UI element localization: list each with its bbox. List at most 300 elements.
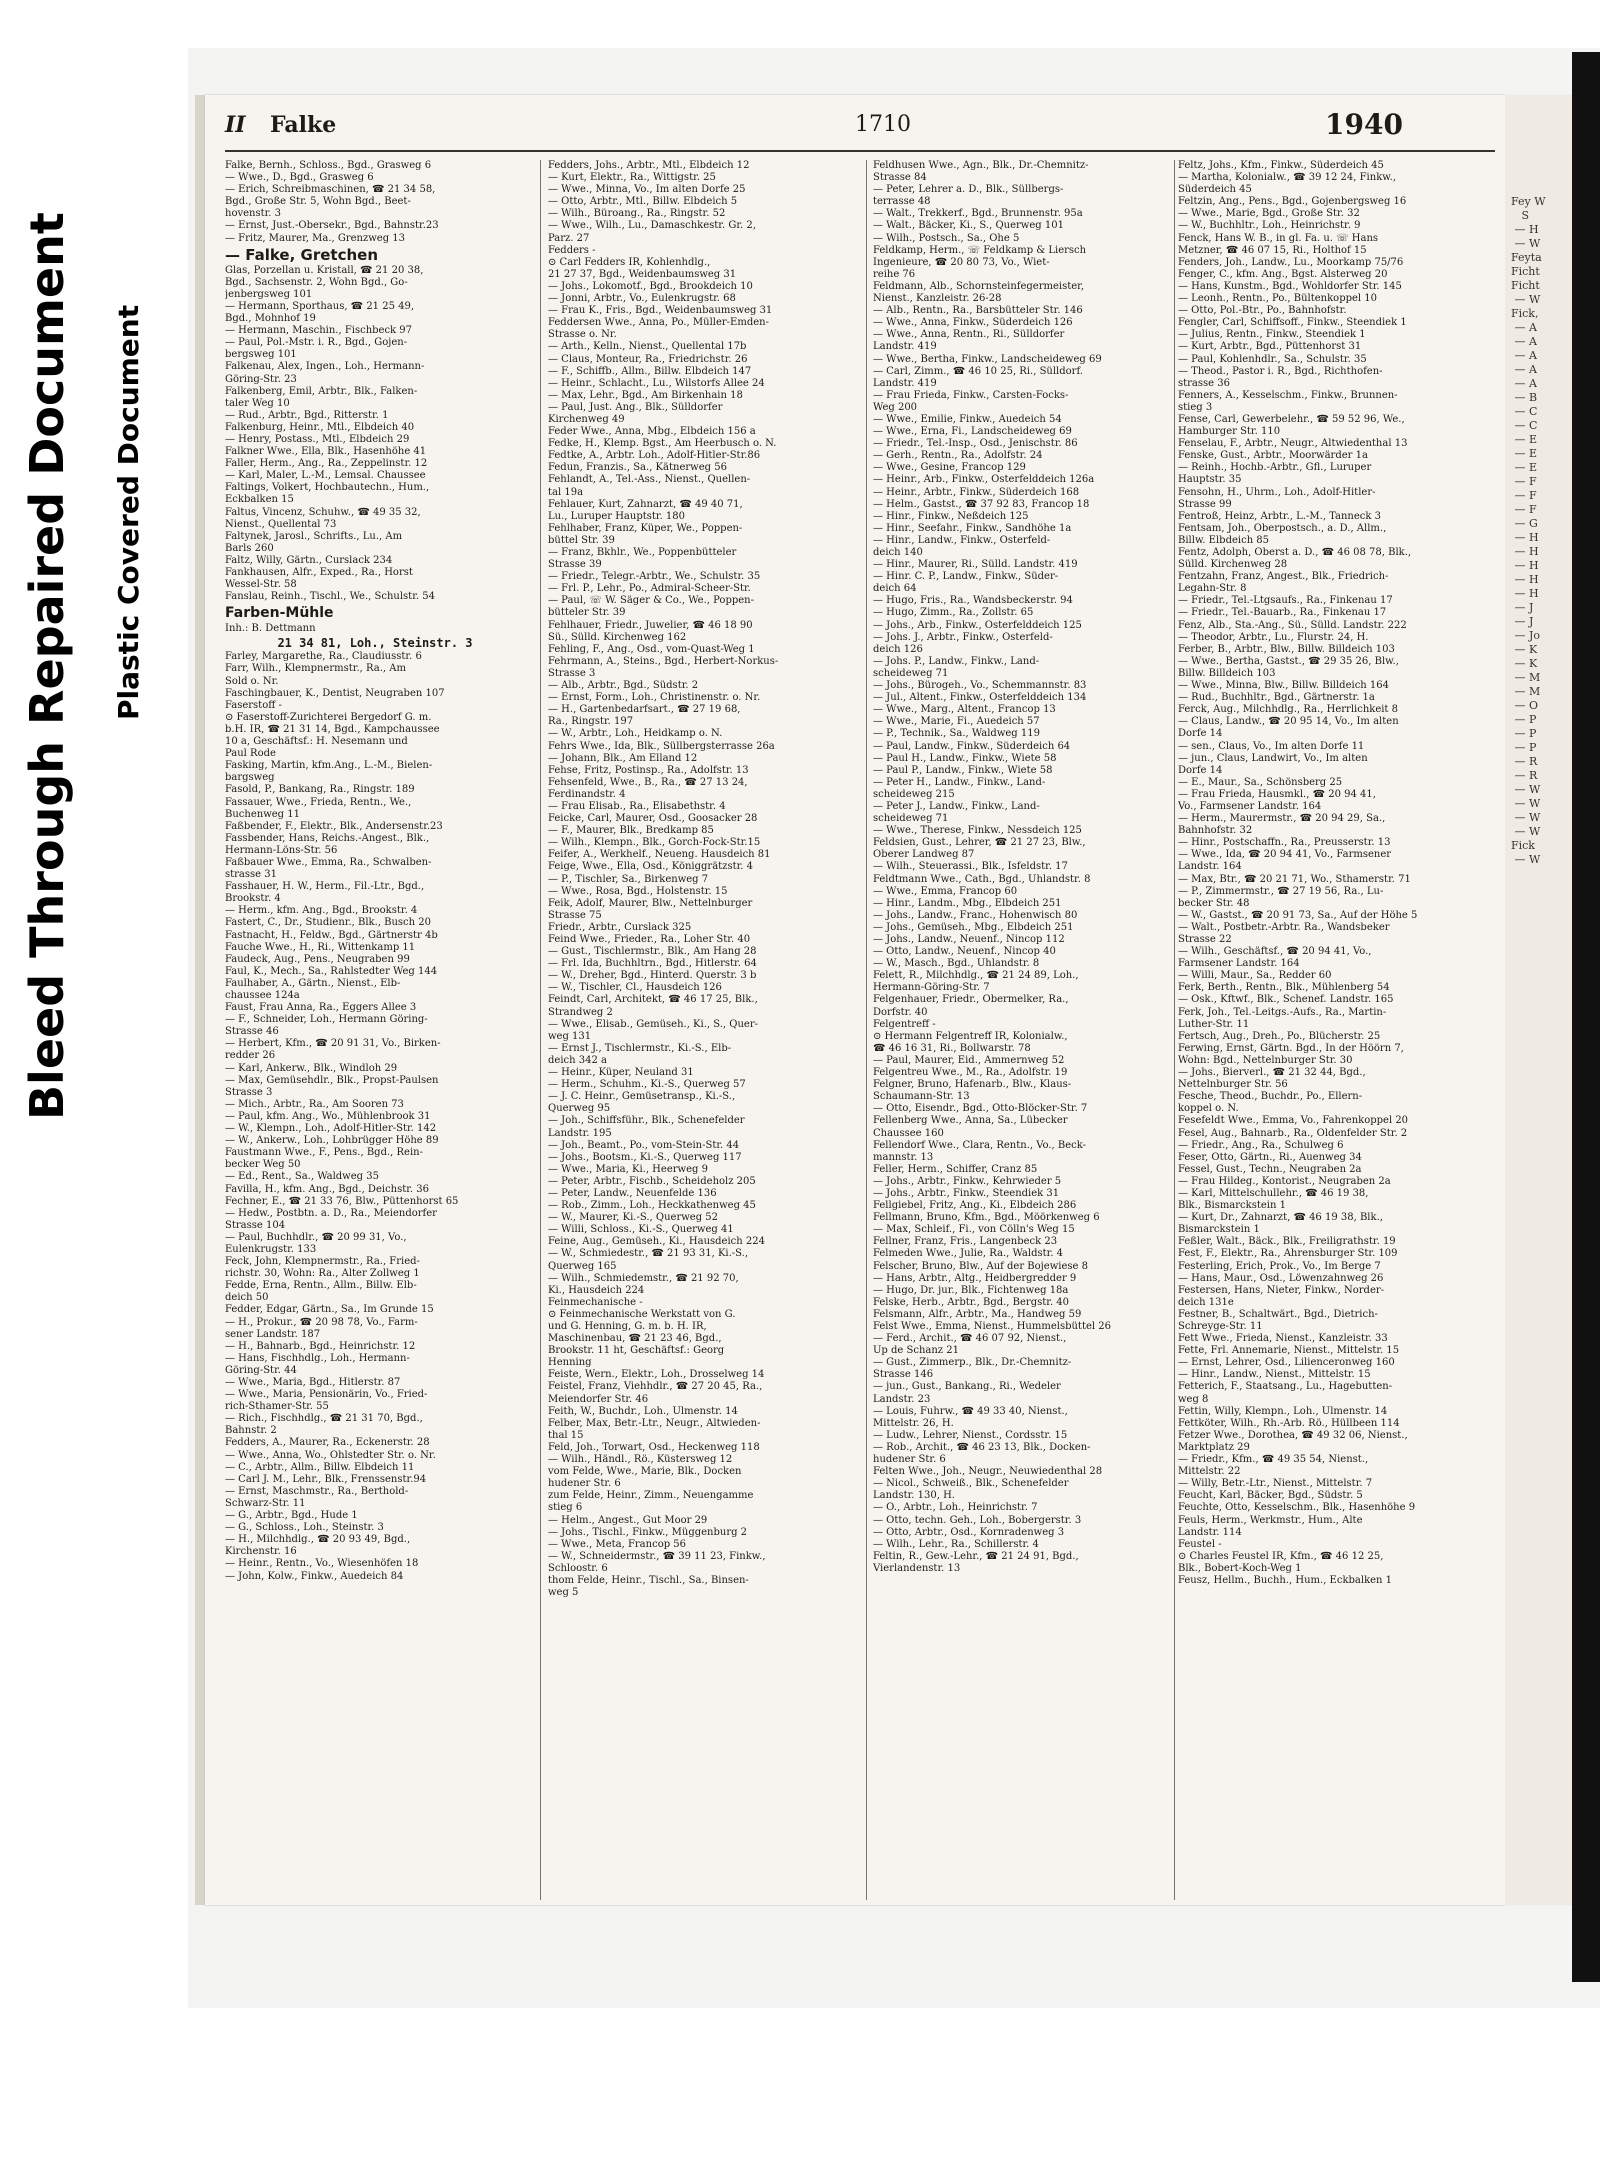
directory-entry: — Wwe., Therese, Finkw., Nessdeich 125 xyxy=(873,825,1082,837)
directory-entry: — Ernst, Form., Loh., Christinenstr. o. Nr. xyxy=(548,692,761,704)
directory-entry: — Wwe., Emilie, Finkw., Auedeich 54 xyxy=(873,413,1062,425)
directory-entry: — Walt., Bäcker, Ki., S., Querweg 101 xyxy=(873,220,1064,232)
directory-entry: Fehlhaber, Franz, Küper, We., Poppen- xyxy=(548,522,743,534)
directory-entry: — O., Arbtr., Loh., Heinrichstr. 7 xyxy=(873,1502,1038,1514)
directory-entry: Feith, W., Buchdr., Loh., Ulmenstr. 14 xyxy=(548,1405,738,1417)
directory-entry: — Hinr., Landw., Nienst., Mittelstr. 15 xyxy=(1178,1369,1371,1381)
directory-entry: Weg 200 xyxy=(873,401,918,413)
directory-entry: Faßbauer Wwe., Emma, Ra., Schwalben- xyxy=(225,856,432,868)
directory-entry: Feustel - xyxy=(1178,1538,1222,1550)
directory-entry: — Heinr., Rentn., Vo., Wiesenhöfen 18 xyxy=(225,1558,419,1570)
directory-entry: Ferck, Aug., Milchhdlg., Ra., Herrlichkeit 8 xyxy=(1178,704,1398,716)
directory-entry: Feistel, Franz, Viehhdlr., ☎ 27 20 45, Ra., xyxy=(548,1381,763,1393)
directory-entry: Fenners, A., Kesselschm., Finkw., Brunnen- xyxy=(1178,389,1398,401)
directory-entry: Fettköter, Wilh., Rh.-Arb. Rö., Hüllbeen 114 xyxy=(1178,1417,1400,1429)
directory-entry: bütteler Str. 39 xyxy=(548,607,626,619)
directory-entry: — jun., Gust., Bankang., Ri., Wedeler xyxy=(873,1381,1061,1393)
directory-entry: — Ernst, Lehrer, Osd., Lilienceronweg 160 xyxy=(1178,1357,1395,1369)
directory-entry: 21 27 37, Bgd., Weidenbaumsweg 31 xyxy=(548,268,737,280)
directory-entry: Billw. Billdeich 103 xyxy=(1178,667,1276,679)
directory-entry: — Paul, Pol.-Mstr. i. R., Bgd., Gojen- xyxy=(225,337,408,349)
directory-entry: — Johs. J., Arbtr., Finkw., Osterfeld- xyxy=(873,631,1053,643)
directory-entry: Strasse 3 xyxy=(548,667,596,679)
page-header xyxy=(225,108,1495,148)
directory-entry: Hermann-Göring-Str. 7 xyxy=(873,982,990,994)
directory-entry: Felber, Max, Betr.-Ltr., Neugr., Altwieden- xyxy=(548,1417,761,1429)
directory-entry: — Peter, Lehrer a. D., Blk., Süllbergs- xyxy=(873,184,1064,196)
directory-entry: Landstr. 419 xyxy=(873,377,937,389)
directory-entry: — Joh., Schiffsführ., Blk., Schenefelder xyxy=(548,1115,745,1127)
directory-entry: — Johs., Landw., Neuenf., Nincop 112 xyxy=(873,934,1065,945)
directory-entry: — Wwe., Minna, Vo., Im alten Dorfe 25 xyxy=(548,184,746,196)
directory-entry: — H., Gartenbedarfsart., ☎ 27 19 68, xyxy=(548,704,741,716)
directory-entry: — H., Prokur., ☎ 20 98 78, Vo., Farm- xyxy=(225,1316,418,1328)
directory-entry: Fedtke, A., Arbtr. Loh., Adolf-Hitler-Str.86 xyxy=(548,450,761,462)
directory-entry: Feltzin, Ang., Pens., Bgd., Gojenbergsweg 16 xyxy=(1178,196,1407,208)
directory-entry: Meiendorfer Str. 46 xyxy=(548,1393,649,1405)
directory-entry: thal 15 xyxy=(548,1429,584,1441)
directory-entry: Hauptstr. 35 xyxy=(1178,474,1242,486)
directory-entry: hovenstr. 3 xyxy=(225,208,282,220)
directory-entry: Chaussee 160 xyxy=(873,1127,944,1139)
directory-entry: Fehlandt, A., Tel.-Ass., Nienst., Quellen- xyxy=(548,474,751,486)
directory-entry: Feicke, Carl, Maurer, Osd., Goosacker 28 xyxy=(548,813,758,825)
stamp-line-2: Plastic Covered Document xyxy=(112,304,145,720)
directory-entry: — Paul H., Landw., Finkw., Wiete 58 xyxy=(873,752,1057,764)
directory-entry: — Otto, Pol.-Btr., Po., Bahnhofstr. xyxy=(1178,305,1347,317)
directory-entry: Fedders, A., Maurer, Ra., Eckenerstr. 28 xyxy=(225,1437,430,1449)
directory-entry: — W., Buchhltr., Loh., Heinrichstr. 9 xyxy=(1178,220,1361,232)
directory-entry: — Wwe., Marg., Altent., Francop 13 xyxy=(873,704,1056,716)
directory-entry: — Wilh., Büroang., Ra., Ringstr. 52 xyxy=(548,208,726,220)
directory-entry: — W., Schneidermstr., ☎ 39 11 23, Finkw., xyxy=(548,1550,766,1562)
directory-entry: — Wilh., Schmiedemstr., ☎ 21 92 70, xyxy=(548,1272,739,1284)
directory-entry: 10 a, Geschäftsf.: H. Nesemann und xyxy=(225,736,408,748)
directory-entry: Feuls, Herm., Werkmstr., Hum., Alte xyxy=(1178,1514,1363,1526)
directory-entry: Fenske, Gust., Arbtr., Moorwärder 1a xyxy=(1178,450,1368,462)
directory-entry: — Wwe., Ida, ☎ 20 94 41, Vo., Farmsener xyxy=(1178,849,1392,861)
directory-entry: — Wwe., Erna, Fi., Landscheideweg 69 xyxy=(873,426,1072,438)
directory-entry: — Wwe., Bertha, Gastst., ☎ 29 35 26, Blw., xyxy=(1178,655,1399,667)
directory-entry: Fedders - xyxy=(548,244,596,256)
year-label: 1940 xyxy=(1325,108,1403,141)
directory-entry: Fenselau, F., Arbtr., Neugr., Altwiedenthal 13 xyxy=(1178,438,1408,450)
directory-entry: Ferk, Joh., Tel.-Leitgs.-Aufs., Ra., Martin- xyxy=(1178,1006,1387,1018)
directory-entry: — Johs., Bootsm., Ki.-S., Querweg 117 xyxy=(548,1151,742,1163)
directory-entry: thom Felde, Heinr., Tischl., Sa., Binsen- xyxy=(548,1574,749,1586)
directory-entry: Fenders, Joh., Landw., Lu., Moorkamp 75/76 xyxy=(1178,256,1404,268)
directory-entry: — Wwe., Meta, Francop 56 xyxy=(548,1538,687,1550)
directory-column-2 xyxy=(548,160,853,1900)
directory-entry: — Karl, Maler, L.-M., Lemsal. Chaussee xyxy=(225,470,426,482)
directory-entry: — Kurt, Elektr., Ra., Wittigstr. 25 xyxy=(548,172,716,184)
directory-entry: Süderdeich 45 xyxy=(1178,184,1252,196)
directory-entry: Fehlauer, Kurt, Zahnarzt, ☎ 49 40 71, xyxy=(548,498,743,510)
directory-entry: — Hinr., Finkw., Neßdeich 125 xyxy=(873,510,1029,522)
directory-entry: scheideweg 71 xyxy=(873,813,949,825)
scanner-edge xyxy=(1572,52,1600,1982)
directory-entry: Glas, Porzellan u. Kristall, ☎ 21 20 38, xyxy=(225,264,424,276)
directory-entry: Ferber, B., Arbtr., Blw., Billw. Billdeich 103 xyxy=(1178,643,1395,655)
directory-entry: Felscher, Bruno, Blw., Auf der Bojewiese 8 xyxy=(873,1260,1088,1272)
directory-entry: Festner, B., Schaltwärt., Bgd., Dietrich- xyxy=(1178,1308,1378,1320)
directory-entry: — Max, Btr., ☎ 20 21 71, Wo., Sthamerstr. 71 xyxy=(1178,873,1411,885)
directory-entry: — Hinr., Landw., Finkw., Osterfeld- xyxy=(873,534,1051,546)
directory-entry: Paul Rode xyxy=(225,748,276,760)
section-number: II xyxy=(225,112,246,138)
directory-entry: — Hedw., Postbtn. a. D., Ra., Meiendorfer xyxy=(225,1207,437,1219)
directory-entry: — Alb., Rentn., Ra., Barsbütteler Str. 146 xyxy=(873,305,1083,317)
directory-entry: Feder Wwe., Anna, Mbg., Elbdeich 156 a xyxy=(548,426,756,438)
directory-entry: deich 140 xyxy=(873,547,923,558)
directory-entry: — W., Gastst., ☎ 20 91 73, Sa., Auf der Höhe 5 xyxy=(1178,909,1418,921)
directory-entry: — Wwe., Marie, Bgd., Große Str. 32 xyxy=(1178,208,1360,220)
directory-entry: — Wilh., Händl., Rö., Küstersweg 12 xyxy=(548,1454,733,1466)
directory-entry: — Rud., Arbtr., Bgd., Ritterstr. 1 xyxy=(225,409,389,421)
directory-entry: Favilla, H., kfm. Ang., Bgd., Deichstr. 36 xyxy=(225,1183,430,1195)
directory-entry: — Heinr., Schlacht., Lu., Wilstorfs Allee 24 xyxy=(548,377,765,389)
directory-entry: Lu., Luruper Hauptstr. 180 xyxy=(548,510,686,522)
directory-entry: — Wwe., Anna, Finkw., Süderdeich 126 xyxy=(873,317,1073,329)
directory-entry: Fertsch, Aug., Dreh., Po., Blücherstr. 25 xyxy=(1178,1030,1381,1042)
directory-entry: Feucht, Karl, Bäcker, Bgd., Südstr. 5 xyxy=(1178,1490,1363,1502)
directory-entry: — Ferd., Archit., ☎ 46 07 92, Nienst., xyxy=(873,1333,1067,1345)
directory-entry: bergsweg 101 xyxy=(225,349,297,361)
directory-entry: Göring-Str. 44 xyxy=(225,1364,297,1376)
directory-entry: Barls 260 xyxy=(225,542,274,554)
directory-entry: — Hans, Fischhdlg., Loh., Hermann- xyxy=(225,1352,410,1364)
directory-entry: Faschingbauer, K., Dentist, Neugraben 107 xyxy=(225,687,445,699)
directory-entry: Nienst., Quellental 73 xyxy=(225,518,337,530)
directory-entry: Fessel, Gust., Techn., Neugraben 2a xyxy=(1178,1163,1362,1175)
directory-entry: Fauche Wwe., H., Ri., Wittenkamp 11 xyxy=(225,941,416,953)
directory-entry: — Peter J., Landw., Finkw., Land- xyxy=(873,800,1040,812)
directory-entry: — J. C. Heinr., Gemüsetransp., Ki.-S., xyxy=(548,1091,736,1103)
directory-entry: Strasse 84 xyxy=(873,172,927,184)
directory-entry: — Wwe., Maria, Ki., Heerweg 9 xyxy=(548,1163,708,1175)
directory-entry: Feind Wwe., Frieder., Ra., Loher Str. 40 xyxy=(548,934,751,945)
directory-entry: Kirchenstr. 16 xyxy=(225,1546,297,1558)
directory-entry: Faustmann Wwe., F., Pens., Bgd., Rein- xyxy=(225,1147,423,1159)
directory-entry: — Fritz, Maurer, Ma., Grenzweg 13 xyxy=(225,232,406,244)
directory-entry: 21 34 81, Loh., Steinstr. 3 xyxy=(277,636,473,651)
directory-entry: — Herm., Maurermstr., ☎ 20 94 29, Sa., xyxy=(1178,813,1386,825)
directory-entry: Ferk, Berth., Rentn., Blk., Mühlenberg 54 xyxy=(1178,982,1390,994)
directory-entry: — Hinr., Maurer, Ri., Sülld. Landstr. 419 xyxy=(873,559,1078,571)
directory-entry: Festerling, Erich, Prok., Vo., Im Berge 7 xyxy=(1178,1260,1381,1272)
directory-entry: Falkner Wwe., Ella, Blk., Hasenhöhe 41 xyxy=(225,446,427,458)
directory-entry: Felgner, Bruno, Hafenarb., Blw., Klaus- xyxy=(873,1079,1072,1091)
directory-entry: Eckbalken 15 xyxy=(225,494,294,506)
directory-entry: Ingenieure, ☎ 20 80 73, Vo., Wiet- xyxy=(873,256,1050,268)
directory-entry: — Hinr. C. P., Landw., Finkw., Süder- xyxy=(873,571,1059,583)
directory-entry: — Otto, Landw., Neuenf., Nincop 40 xyxy=(873,946,1056,958)
directory-entry: — Kurt, Dr., Zahnarzt, ☎ 46 19 38, Blk., xyxy=(1178,1212,1383,1224)
directory-heading: Farben-Mühle xyxy=(225,605,334,622)
directory-entry: Landstr. 419 xyxy=(873,341,937,353)
directory-entry: — Herm., kfm. Ang., Bgd., Brookstr. 4 xyxy=(225,905,418,917)
directory-entry: — Willy, Betr.-Ltr., Nienst., Mittelstr. 7 xyxy=(1178,1478,1373,1490)
directory-entry: Feld, Joh., Torwart, Osd., Heckenweg 118 xyxy=(548,1441,760,1453)
directory-entry: Wessel-Str. 58 xyxy=(225,579,297,591)
directory-entry: — Wilh., Postsch., Sa., Ohe 5 xyxy=(873,232,1020,244)
directory-entry: — Friedr., Tel.-Bauarb., Ra., Finkenau 17 xyxy=(1178,607,1387,619)
directory-entry: — Johs., Arb., Finkw., Osterfelddeich 125 xyxy=(873,619,1082,631)
directory-entry: — Johs., Bierverl., ☎ 21 32 44, Bgd., xyxy=(1178,1067,1366,1079)
directory-entry: Up de Schanz 21 xyxy=(873,1345,959,1357)
directory-entry: taler Weg 10 xyxy=(225,397,290,409)
directory-entry: Fensohn, H., Uhrm., Loh., Adolf-Hitler- xyxy=(1178,486,1376,498)
directory-entry: Maschinenbau, ☎ 21 23 46, Bgd., xyxy=(548,1333,722,1345)
directory-entry: Fetzer Wwe., Dorothea, ☎ 49 32 06, Nienst., xyxy=(1178,1429,1408,1441)
directory-entry: — Friedr., Kfm., ☎ 49 35 54, Nienst., xyxy=(1178,1454,1369,1466)
directory-entry: ⊙ Charles Feustel IR, Kfm., ☎ 46 12 25, xyxy=(1178,1550,1384,1562)
directory-entry: Fasking, Martin, kfm.Ang., L.-M., Bielen- xyxy=(225,760,433,772)
directory-entry: Faust, Frau Anna, Ra., Eggers Allee 3 xyxy=(225,1002,417,1014)
directory-entry: Mittelstr. 22 xyxy=(1178,1466,1241,1478)
directory-entry: deich 50 xyxy=(225,1292,269,1304)
directory-entry: — W., Arbtr., Loh., Heidkamp o. N. xyxy=(548,728,723,740)
directory-entry: mannstr. 13 xyxy=(873,1151,934,1163)
directory-entry: — P., Zimmermstr., ☎ 27 19 56, Ra., Lu- xyxy=(1178,885,1384,897)
directory-entry: — W., Tischler, Cl., Hausdeich 126 xyxy=(548,982,722,994)
directory-entry: Falkenberg, Emil, Arbtr., Blk., Falken- xyxy=(225,385,418,397)
directory-entry: Fehrmann, A., Steins., Bgd., Herbert-Norkus- xyxy=(548,655,779,667)
directory-entry: Feige, Wwe., Ella, Osd., Königgrätzstr. 4 xyxy=(548,861,754,873)
directory-entry: redder 26 xyxy=(225,1050,276,1062)
directory-entry: richstr. 30, Wohn: Ra., Alter Zollweg 1 xyxy=(225,1268,420,1280)
directory-entry: Fassauer, Wwe., Frieda, Rentn., We., xyxy=(225,796,412,808)
directory-entry: — Herbert, Kfm., ☎ 20 91 31, Vo., Birken- xyxy=(225,1038,441,1050)
directory-entry: Fesche, Theod., Buchdr., Po., Ellern- xyxy=(1178,1091,1363,1103)
directory-entry: weg 131 xyxy=(548,1030,592,1042)
directory-entry: Metzner, ☎ 46 07 15, Ri., Holthof 15 xyxy=(1178,244,1367,256)
directory-entry: Schloostr. 6 xyxy=(548,1562,608,1574)
directory-entry: Landstr. 130, H. xyxy=(873,1490,955,1502)
directory-entry: Göring-Str. 23 xyxy=(225,373,297,385)
directory-entry: — Wilh., Klempn., Blk., Gorch-Fock-Str.15 xyxy=(548,837,761,849)
directory-entry: — Johs. P., Landw., Finkw., Land- xyxy=(873,655,1040,667)
directory-entry: — Jul., Altent., Finkw., Osterfelddeich 134 xyxy=(873,692,1087,704)
directory-entry: Fasshauer, H. W., Herm., Fil.-Ltr., Bgd., xyxy=(225,881,425,893)
directory-heading: — Falke, Gretchen xyxy=(225,245,378,264)
page-gutter xyxy=(195,95,205,1905)
directory-entry: jenbergsweg 101 xyxy=(225,288,313,300)
directory-entry: Sülld. Kirchenweg 28 xyxy=(1178,559,1288,571)
directory-entry: Feiste, Wern., Elektr., Loh., Drosselweg 14 xyxy=(548,1369,765,1381)
directory-entry: Dorfe 14 xyxy=(1178,728,1223,740)
directory-entry: — Wwe., Anna, Wo., Ohlstedter Str. o. Nr. xyxy=(225,1449,436,1461)
directory-entry: Bismarckstein 1 xyxy=(1178,1224,1260,1236)
directory-entry: — Julius, Rentn., Finkw., Steendiek 1 xyxy=(1178,329,1366,341)
directory-entry: Faltz, Willy, Gärtn., Curslack 234 xyxy=(225,554,393,566)
directory-entry: Feck, John, Klempnermstr., Ra., Fried- xyxy=(225,1256,420,1268)
directory-entry: — Hermann, Maschin., Fischbeck 97 xyxy=(225,325,413,337)
directory-entry: büttel Str. 39 xyxy=(548,534,615,546)
directory-entry: — Peter, Arbtr., Fischb., Scheideholz 205 xyxy=(548,1175,756,1187)
directory-entry: Feddersen Wwe., Anna, Po., Müller-Emden- xyxy=(548,317,769,329)
directory-column-4 xyxy=(1178,160,1488,1900)
directory-entry: weg 8 xyxy=(1178,1393,1209,1405)
directory-entry: Brookstr. 11 ht, Geschäftsf.: Georg xyxy=(548,1345,725,1357)
directory-entry: Feuchte, Otto, Kesselschm., Blk., Hasenhöhe 9 xyxy=(1178,1502,1416,1514)
directory-entry: Fetterich, F., Staatsang., Lu., Hagebutten- xyxy=(1178,1381,1393,1393)
directory-entry: — Jonni, Arbtr., Vo., Eulenkrugstr. 68 xyxy=(548,293,736,305)
directory-entry: — Franz, Bkhlr., We., Poppenbütteler xyxy=(548,547,737,558)
directory-entry: — Wwe., Minna, Blw., Billw. Billdeich 164 xyxy=(1178,680,1390,692)
directory-entry: terrasse 48 xyxy=(873,196,931,208)
directory-entry: — Kurt, Arbtr., Bgd., Püttenhorst 31 xyxy=(1178,341,1362,353)
directory-entry: Feinmechanische - xyxy=(548,1296,643,1308)
directory-entry: — Willi, Maur., Sa., Redder 60 xyxy=(1178,970,1332,982)
directory-entry: — Gust., Zimmerp., Blk., Dr.-Chemnitz- xyxy=(873,1357,1072,1369)
directory-entry: — Wwe., Maria, Pensionärin, Vo., Fried- xyxy=(225,1389,428,1401)
directory-entry: Sü., Sülld. Kirchenweg 162 xyxy=(548,631,687,643)
directory-entry: — G., Schloss., Loh., Steinstr. 3 xyxy=(225,1522,384,1534)
directory-entry: Wohn: Bgd., Nettelnburger Str. 30 xyxy=(1178,1054,1353,1066)
column-divider xyxy=(1174,160,1175,1900)
directory-entry: — Rob., Archit., ☎ 46 23 13, Blk., Docken- xyxy=(873,1441,1091,1453)
directory-entry: — P., Tischler, Sa., Birkenweg 7 xyxy=(548,873,709,885)
directory-entry: tal 19a xyxy=(548,486,584,498)
directory-entry: — Hugo, Fris., Ra., Wandsbeckerstr. 94 xyxy=(873,595,1073,607)
directory-entry: Fehse, Fritz, Postinsp., Ra., Adolfstr. 13 xyxy=(548,764,749,776)
directory-entry: — Paul, kfm. Ang., Wo., Mühlenbrook 31 xyxy=(225,1110,431,1122)
directory-entry: — Otto, techn. Geh., Loh., Bobergerstr. 3 xyxy=(873,1514,1082,1526)
directory-entry: — Max, Lehr., Bgd., Am Birkenhain 18 xyxy=(548,389,743,401)
directory-entry: — Joh., Beamt., Po., vom-Stein-Str. 44 xyxy=(548,1139,740,1151)
directory-entry: Felst Wwe., Emma, Nienst., Hummelsbüttel 26 xyxy=(873,1321,1111,1332)
directory-entry: weg 5 xyxy=(548,1587,579,1599)
directory-entry: deich 342 a xyxy=(548,1054,607,1066)
directory-entry: — Peter H., Landw., Finkw., Land- xyxy=(873,776,1046,788)
directory-entry: Landstr. 164 xyxy=(1178,861,1242,873)
directory-entry: scheideweg 215 xyxy=(873,788,955,800)
directory-entry: — Johs., Gemüseh., Mbg., Elbdeich 251 xyxy=(873,921,1074,933)
directory-entry: Strasse o. Nr. xyxy=(548,329,617,341)
directory-entry: — Wwe., Anna, Rentn., Ri., Sülldorfer xyxy=(873,329,1065,341)
directory-entry: Strasse 146 xyxy=(873,1369,934,1381)
directory-entry: Strasse 99 xyxy=(1178,498,1232,510)
directory-entry: Nienst., Kanzleistr. 26-28 xyxy=(873,293,1002,305)
header-rule xyxy=(225,150,1495,152)
directory-entry: stieg 3 xyxy=(1178,401,1213,413)
directory-entry: Fehrs Wwe., Ida, Blk., Süllbergsterrasse 26a xyxy=(548,740,775,752)
directory-entry: Fankhausen, Alfr., Exped., Ra., Horst xyxy=(225,567,413,578)
directory-entry: — Rud., Buchhltr., Bgd., Gärtnerstr. 1a xyxy=(1178,692,1375,704)
directory-entry: Landstr. 23 xyxy=(873,1393,931,1405)
directory-entry: Strandweg 2 xyxy=(548,1006,613,1018)
directory-entry: Ferdinandstr. 4 xyxy=(548,788,626,800)
directory-entry: Friedr., Arbtr., Curslack 325 xyxy=(548,921,692,933)
directory-entry: — Hans, Kunstm., Bgd., Wohldorfer Str. 145 xyxy=(1178,280,1402,292)
directory-entry: Feik, Adolf, Maurer, Blw., Nettelnburger xyxy=(548,897,753,909)
directory-entry: — Frau Elisab., Ra., Elisabethstr. 4 xyxy=(548,800,726,812)
directory-entry: — John, Kolw., Finkw., Auedeich 84 xyxy=(225,1570,404,1582)
directory-entry: Fense, Carl, Gewerbelehr., ☎ 59 52 96, We., xyxy=(1178,413,1405,425)
directory-entry: Feldsien, Gust., Lehrer, ☎ 21 27 23, Blw., xyxy=(873,837,1086,849)
directory-entry: — Frau Hildeg., Kontorist., Neugraben 2a xyxy=(1178,1175,1391,1187)
directory-entry: Fehsenfeld, Wwe., B., Ra., ☎ 27 13 24, xyxy=(548,776,748,788)
directory-entry: deich 126 xyxy=(873,643,923,655)
directory-entry: — Johs., Tischl., Finkw., Müggenburg 2 xyxy=(548,1526,748,1538)
directory-entry: — W., Dreher, Bgd., Hinterd. Querstr. 3 b xyxy=(548,970,757,982)
directory-entry: becker Str. 48 xyxy=(1178,897,1250,909)
directory-entry: — Wwe., Maria, Bgd., Hitlerstr. 87 xyxy=(225,1377,401,1388)
directory-entry: Blk., Bobert-Koch-Weg 1 xyxy=(1178,1562,1302,1574)
page-number: 1710 xyxy=(855,112,911,137)
directory-entry: Feldmann, Alb., Schornsteinfegermeister, xyxy=(873,280,1085,292)
directory-entry: Strasse 104 xyxy=(225,1219,286,1231)
directory-entry: Felten Wwe., Joh., Neugr., Neuwiedenthal 28 xyxy=(873,1466,1103,1478)
directory-entry: — Paul, Buchhdlr., ☎ 20 99 31, Vo., xyxy=(225,1231,407,1243)
directory-entry: Fehling, F., Ang., Osd., vom-Quast-Weg 1 xyxy=(548,643,755,655)
directory-entry: stieg 6 xyxy=(548,1502,583,1514)
directory-entry: — H., Milchhdlg., ☎ 20 93 49, Bgd., xyxy=(225,1534,411,1546)
directory-entry: — F., Schiffb., Allm., Billw. Elbdeich 147 xyxy=(548,365,752,377)
stamp-line-1: Bleed Through Repaired Document xyxy=(20,212,74,1120)
directory-entry: — Erich, Schreibmaschinen, ☎ 21 34 58, xyxy=(225,184,436,196)
directory-entry: Felsmann, Alfr., Arbtr., Ma., Handweg 59 xyxy=(873,1308,1082,1320)
directory-entry: Fedders, Johs., Arbtr., Mtl., Elbdeich 12 xyxy=(548,160,750,171)
directory-entry: Ra., Ringstr. 197 xyxy=(548,716,634,728)
directory-entry: Felgentreu Wwe., M., Ra., Adolfstr. 19 xyxy=(873,1067,1068,1079)
directory-entry: — jun., Claus, Landwirt, Vo., Im alten xyxy=(1178,752,1368,764)
directory-entry: Buchenweg 11 xyxy=(225,808,300,820)
directory-entry: — Osk., Kftwf., Blk., Schenef. Landstr. 165 xyxy=(1178,994,1394,1006)
directory-entry: — W., Klempn., Loh., Adolf-Hitler-Str. 142 xyxy=(225,1123,437,1135)
directory-entry: — Claus, Monteur, Ra., Friedrichstr. 26 xyxy=(548,353,748,365)
directory-entry: ☎ 46 16 31, Ri., Bollwarstr. 78 xyxy=(873,1042,1031,1054)
directory-entry: — Peter, Landw., Neuenfelde 136 xyxy=(548,1187,717,1199)
directory-entry: — Hans, Maur., Osd., Löwenzahnweg 26 xyxy=(1178,1272,1384,1284)
directory-entry: Feltin, R., Gew.-Lehr., ☎ 21 24 91, Bgd., xyxy=(873,1550,1079,1562)
column-divider xyxy=(866,160,867,1900)
directory-entry: Henning xyxy=(548,1357,592,1369)
directory-entry: — Ed., Rent., Sa., Waldweg 35 xyxy=(225,1171,379,1183)
directory-entry: Schaumann-Str. 13 xyxy=(873,1091,970,1103)
directory-entry: Inh.: B. Dettmann xyxy=(225,623,316,635)
directory-entry: — Johs., Arbtr., Finkw., Steendiek 31 xyxy=(873,1187,1060,1199)
directory-entry: — E., Maur., Sa., Schönsberg 25 xyxy=(1178,776,1343,788)
directory-entry: — Wwe., Emma, Francop 60 xyxy=(873,885,1018,897)
directory-entry: Mittelstr. 26, H. xyxy=(873,1417,954,1429)
directory-entry: Fette, Frl. Annemarie, Nienst., Mittelstr. 15 xyxy=(1178,1345,1400,1357)
directory-entry: — Hinr., Landm., Mbg., Elbdeich 251 xyxy=(873,897,1062,909)
directory-entry: — Arth., Kelln., Nienst., Quellental 17b xyxy=(548,341,747,353)
directory-entry: vom Felde, Wwe., Marie, Blk., Docken xyxy=(548,1466,742,1478)
directory-entry: Nettelnburger Str. 56 xyxy=(1178,1079,1288,1091)
directory-entry: Fellmann, Bruno, Kfm., Bgd., Möörkenweg 6 xyxy=(873,1212,1100,1224)
directory-entry: strasse 36 xyxy=(1178,377,1230,389)
directory-entry: Faller, Herm., Ang., Ra., Zeppelinstr. 12 xyxy=(225,458,428,470)
directory-entry: — Herm., Schuhm., Ki.-S., Querweg 57 xyxy=(548,1079,746,1091)
directory-entry: — Heinr., Küper, Neuland 31 xyxy=(548,1067,694,1079)
directory-entry: Fellenberg Wwe., Anna, Sa., Lübecker xyxy=(873,1115,1068,1127)
directory-entry: b.H. IR, ☎ 21 31 14, Bgd., Kampchaussee xyxy=(225,723,440,735)
directory-entry: Bgd., Sachsenstr. 2, Wohn Bgd., Go- xyxy=(225,276,408,288)
directory-entry: — Johs., Arbtr., Finkw., Kehrwieder 5 xyxy=(873,1175,1062,1187)
directory-entry: — Frl. P., Lehr., Po., Admiral-Scheer-Str. xyxy=(548,583,751,595)
directory-entry: Dorfe 14 xyxy=(1178,764,1223,776)
directory-entry: — Helm., Angest., Gut Moor 29 xyxy=(548,1514,708,1526)
directory-entry: — Paul, Just. Ang., Blk., Sülldorfer xyxy=(548,401,723,413)
directory-entry: Marktplatz 29 xyxy=(1178,1441,1250,1453)
directory-entry: Fellgiebel, Fritz, Ang., Ki., Elbdeich 286 xyxy=(873,1200,1077,1212)
running-head: Falke xyxy=(270,112,337,138)
directory-entry: — Alb., Arbtr., Bgd., Südstr. 2 xyxy=(548,680,699,692)
directory-entry: — W., Maurer, Ki.-S., Querweg 52 xyxy=(548,1212,718,1224)
